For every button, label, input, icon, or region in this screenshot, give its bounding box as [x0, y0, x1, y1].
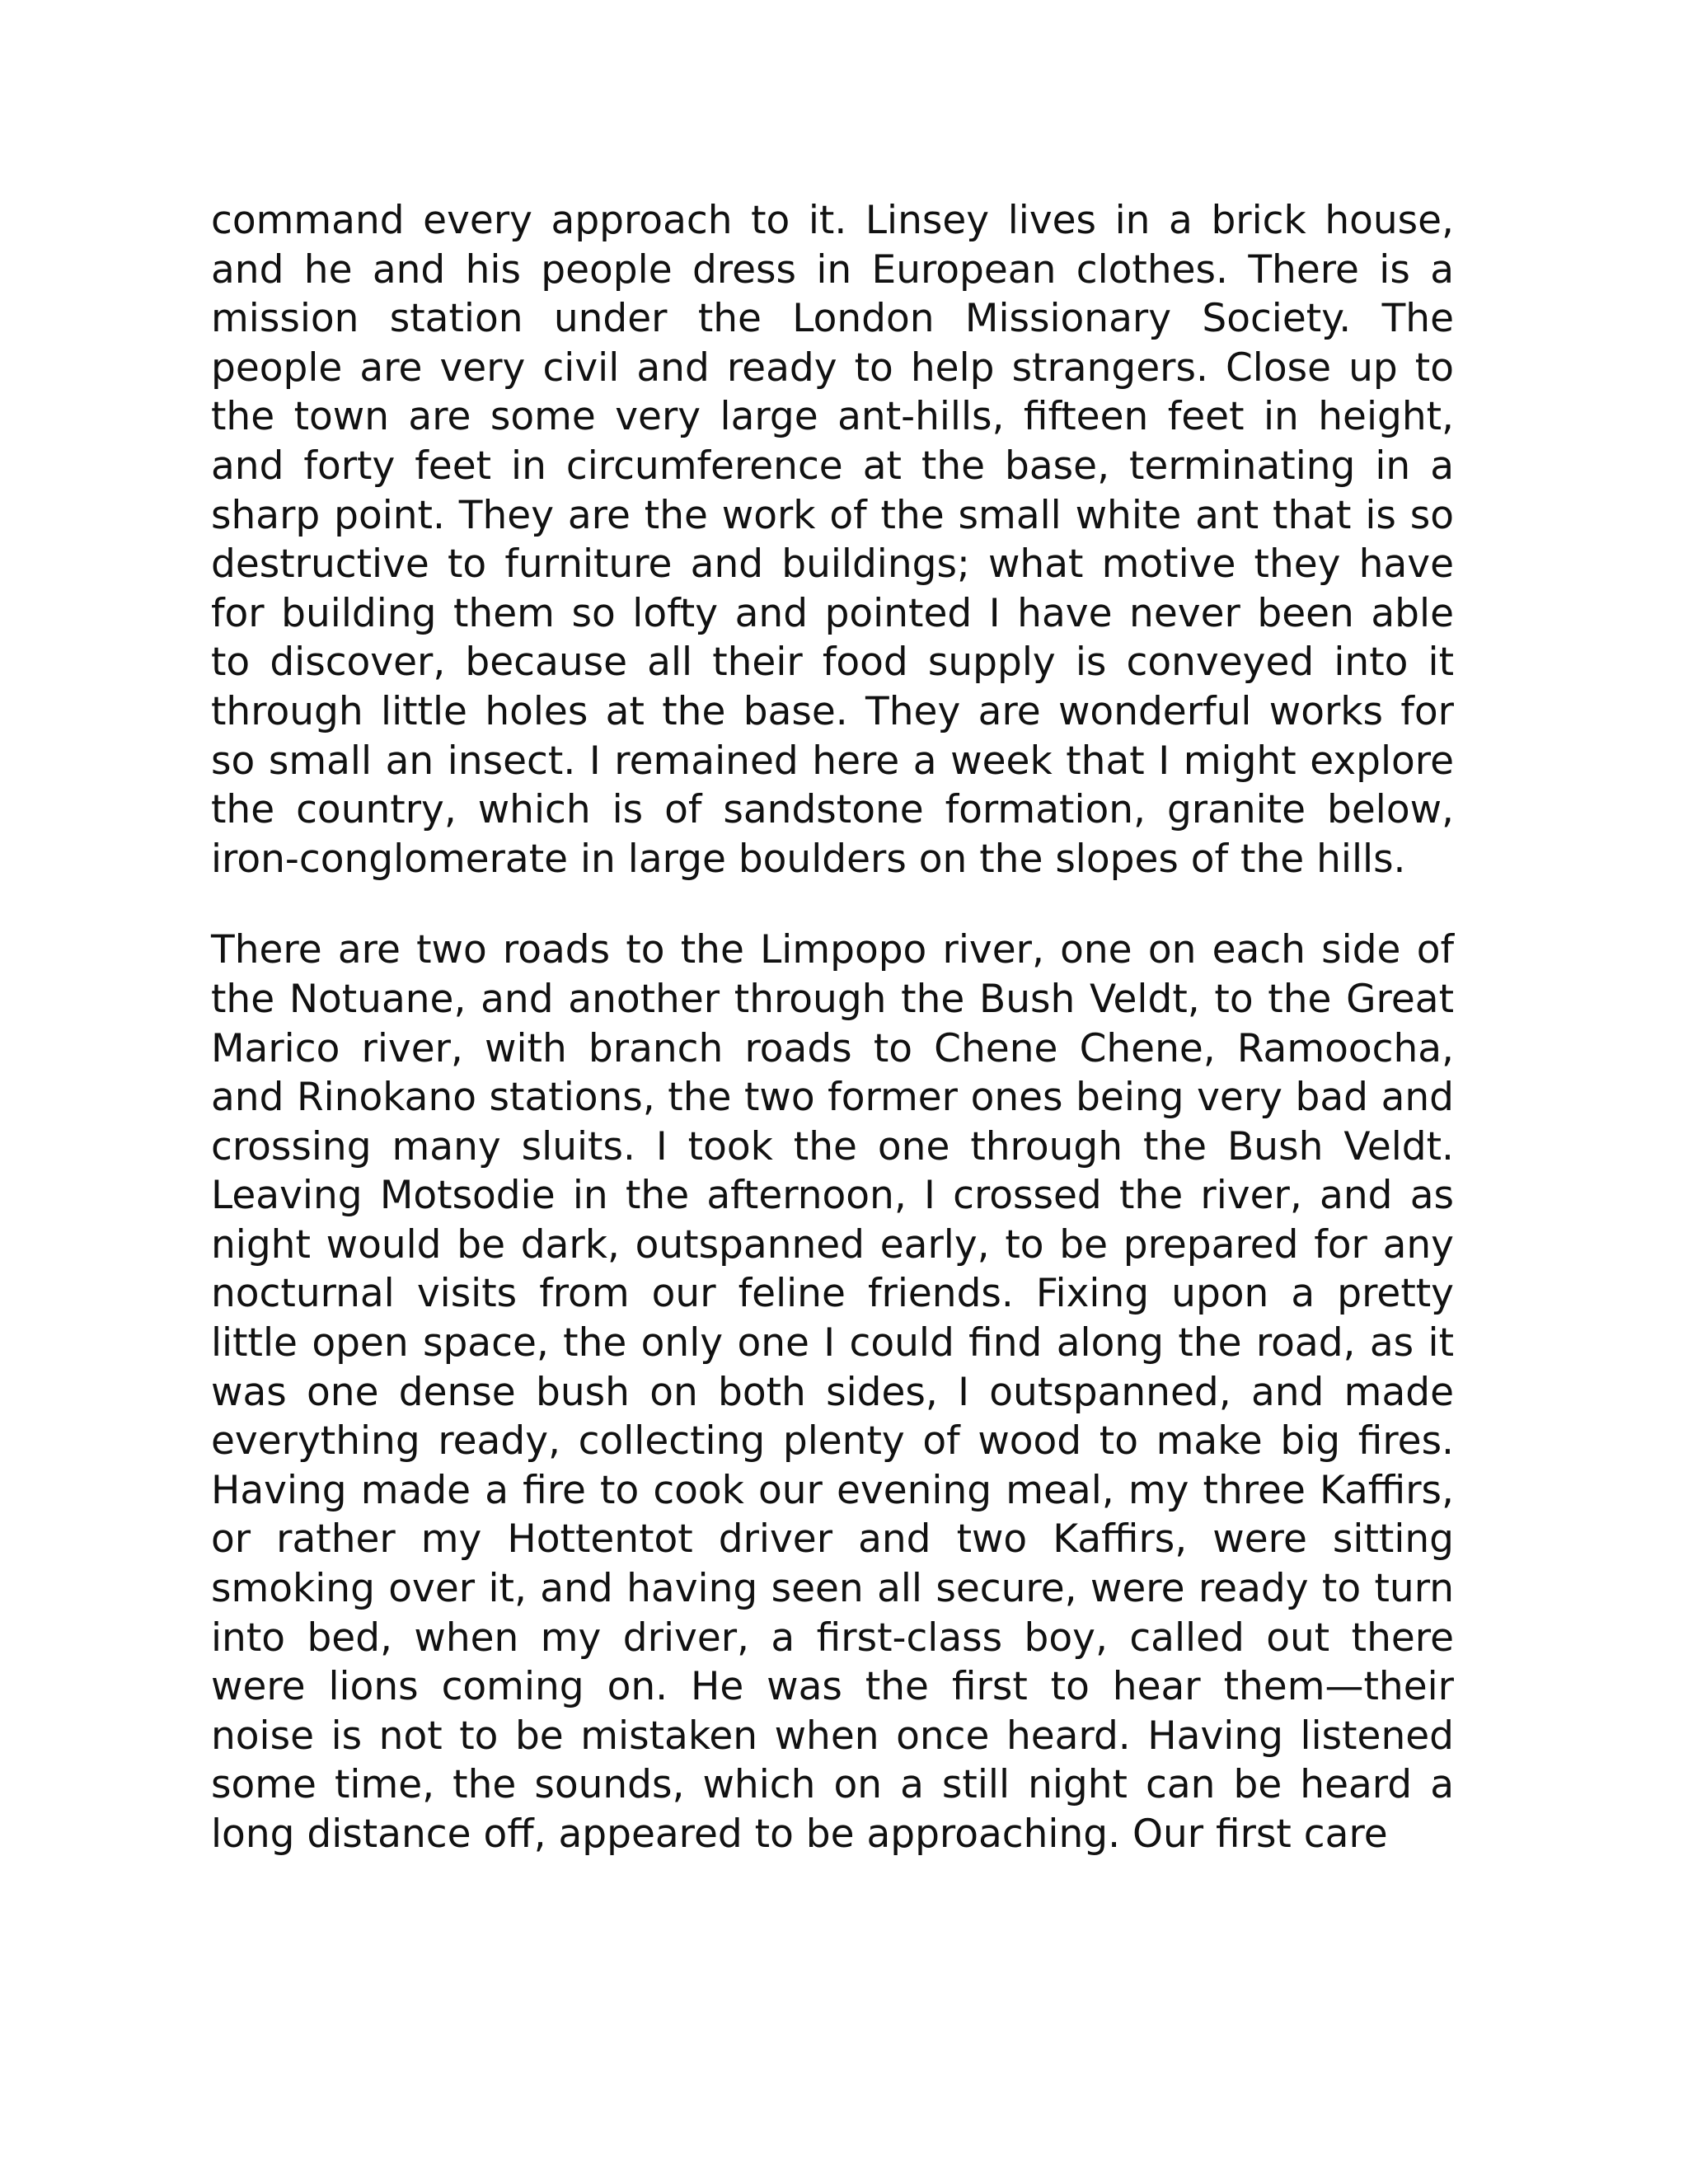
page-body: [211, 196, 1454, 1859]
paragraph-1: command every approach to it. Linsey lives in a brick house, and he and his people dress in European clothes. There is a mission station under the London Missionary Society. The people are very civil and ready to help strangers. Close up to the town are some very large ant-hills, fifteen feet in height, and forty feet in circumference at the base, terminating in a sharp point. They are the work of the small white ant that is so destructive to furniture and buildings; what motive they have for building them so lofty and pointed I have never been able to discover, because all their food supply is conveyed into it through little holes at the base. They are wonderful works for so small an insect. I remained here a week that I might explore the country, which is of sandstone formation, granite below, iron-conglomerate in large boulders on the slopes of the hills.: [211, 198, 1454, 882]
paragraph-2: There are two roads to the Limpopo river, one on each side of the Notuane, and another through the Bush Veldt, to the Great Marico river, with branch roads to Chene Chene, Ramoocha, and Rinokano stations, the two former ones being very bad and crossing many sluits. I took the one through the Bush Veldt. Leaving Motsodie in the afternoon, I crossed the river, and as night would be dark, outspanned early, to be prepared for any nocturnal visits from our feline friends. Fixing upon a pretty little open space, the only one I could find along the road, as it was one dense bush on both sides, I outspanned, and made everything ready, collecting plenty of wood to make big fires. Having made a fire to cook our evening meal, my three Kaffirs, or rather my Hottentot driver and two Kaffirs, were sitting smoking over it, and having seen all secure, were ready to turn into bed, when my driver, a first-class boy, called out there were lions coming on. He was the first to hear them—their noise is not to be mistaken when once heard. Having listened some time, the sounds, which on a still night can be heard a long distance off, appeared to be approaching. Our first care: [211, 927, 1454, 1857]
